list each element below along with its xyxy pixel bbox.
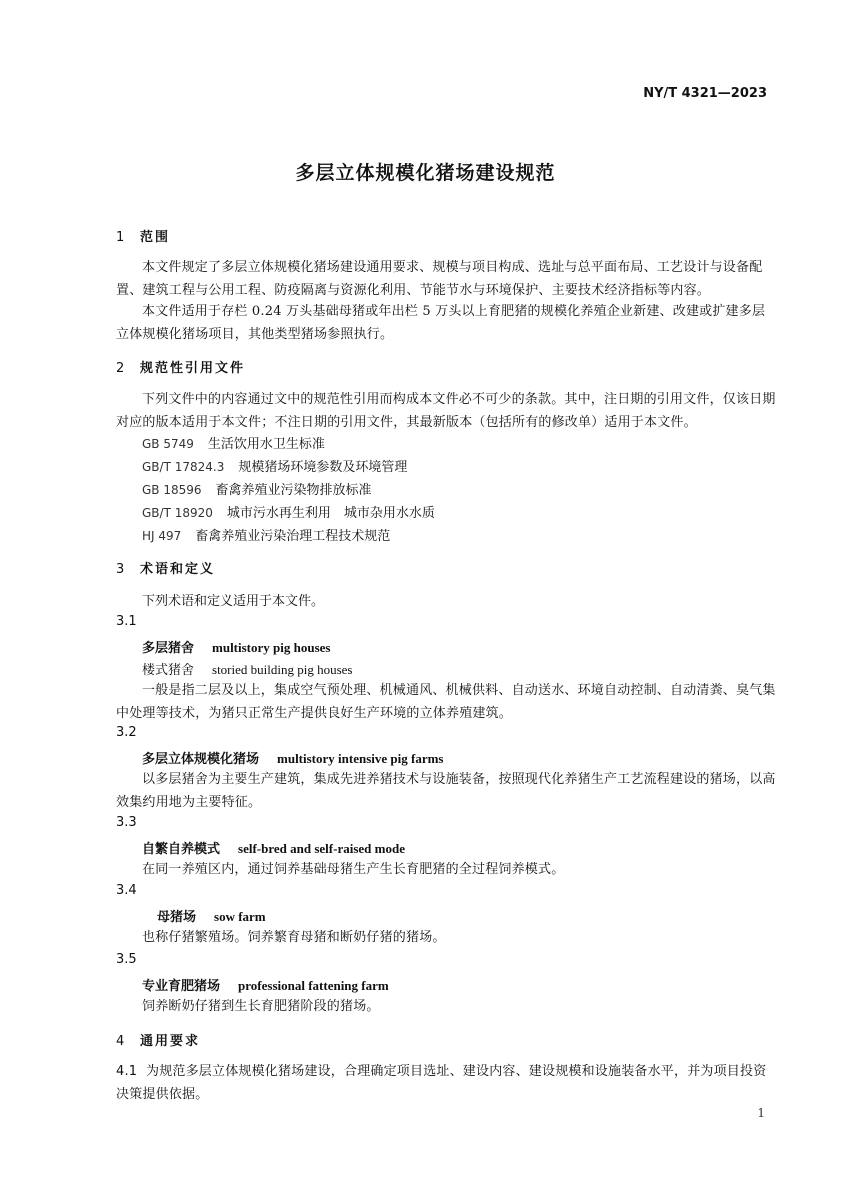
reference-title: 畜禽养殖业污染物排放标准 — [215, 483, 372, 498]
term-heading — [142, 975, 389, 994]
term-alt-zh: 楼式猪舍 — [142, 663, 195, 678]
term-zh: 多层立体规模化猪场 — [142, 752, 260, 767]
term-zh: 多层猪舍 — [142, 641, 195, 656]
clause-4-1 — [116, 1060, 778, 1106]
reference-title: 生活饮用水卫生标准 — [207, 437, 325, 452]
term-en: professional fattening farm — [238, 978, 389, 993]
term-en: self-bred and self-raised mode — [238, 841, 405, 856]
section-title: 术语和定义 — [140, 562, 216, 577]
section-title: 范围 — [140, 230, 171, 245]
section-1-paragraph-2: 本文件适用于存栏 0.24 万头基础母猪或年出栏 5 万头以上育肥猪的规模化养殖企业新建、改建或扩建多层立体规模化猪场项目，其他类型猪场参照执行。 — [116, 304, 766, 342]
section-3-heading — [116, 558, 215, 577]
clause-number: 4.1 — [116, 1064, 138, 1079]
reference-item — [142, 456, 407, 475]
term-alt-en: storied building pig houses — [212, 662, 353, 677]
section-number: 3 — [116, 562, 125, 577]
reference-title: 畜禽养殖业污染治理工程技术规范 — [195, 529, 391, 544]
term-heading — [142, 748, 443, 767]
reference-title: 城市污水再生利用 城市杂用水水质 — [226, 506, 435, 521]
term-definition: 也称仔猪繁殖场。饲养繁育母猪和断奶仔猪的猪场。 — [142, 930, 446, 945]
section-number: 4 — [116, 1034, 125, 1049]
page-number: 1 — [757, 1106, 765, 1120]
term-heading — [142, 838, 405, 857]
term-definition: 一般是指二层及以上，集成空气预处理、机械通风、机械供料、自动送水、环境自动控制、自动清粪、臭气集中处理等技术，为猪只正常生产提供良好生产环境的立体养殖建筑。 — [116, 683, 776, 721]
reference-item — [142, 525, 390, 544]
section-title: 通用要求 — [140, 1034, 201, 1049]
section-4-heading — [116, 1030, 200, 1049]
term-zh: 自繁自养模式 — [142, 842, 221, 857]
term-number: 3.3 — [116, 815, 137, 830]
reference-code: GB 5749 — [142, 437, 194, 451]
section-1-heading — [116, 226, 170, 245]
term-zh: 专业育肥猪场 — [142, 979, 221, 994]
term-heading — [142, 637, 330, 656]
reference-item — [142, 479, 372, 498]
section-2-heading — [116, 357, 245, 376]
reference-item — [142, 502, 435, 521]
term-zh: 母猪场 — [157, 910, 197, 925]
term-number: 3.1 — [116, 614, 137, 629]
term-number: 3.2 — [116, 725, 137, 740]
clause-text: 为规范多层立体规模化猪场建设，合理确定项目选址、建设内容、建设规模和设施装备水平，并为项目投资决策提供依据。 — [116, 1064, 767, 1102]
document-title: 多层立体规模化猪场建设规范 — [295, 162, 556, 184]
term-number: 3.4 — [116, 883, 137, 898]
term-alternate — [142, 659, 352, 678]
reference-item — [142, 433, 325, 452]
reference-title: 规模猪场环境参数及环境管理 — [238, 460, 408, 475]
section-1-paragraph-1: 本文件规定了多层立体规模化猪场建设通用要求、规模与项目构成、选址与总平面布局、工艺设计与设备配置、建筑工程与公用工程、防疫隔离与资源化利用、节能节水与环境保护、主要技术经济指标等内容。 — [116, 260, 763, 298]
term-heading — [157, 906, 266, 925]
reference-code: GB 18596 — [142, 483, 202, 497]
term-definition: 在同一养殖区内，通过饲养基础母猪生产生长育肥猪的全过程饲养模式。 — [142, 862, 565, 877]
term-en: multistory intensive pig farms — [277, 751, 444, 766]
standard-number: NY/T 4321—2023 — [643, 86, 767, 101]
section-3-intro: 下列术语和定义适用于本文件。 — [142, 594, 325, 609]
reference-code: GB/T 17824.3 — [142, 460, 225, 474]
term-en: sow farm — [214, 909, 266, 924]
section-title: 规范性引用文件 — [140, 361, 246, 376]
term-en: multistory pig houses — [212, 640, 331, 655]
term-number: 3.5 — [116, 952, 137, 967]
term-definition: 以多层猪舍为主要生产建筑，集成先进养猪技术与设施装备，按照现代化养猪生产工艺流程建设的猪场，以高效集约用地为主要特征。 — [116, 772, 776, 810]
section-2-paragraph: 下列文件中的内容通过文中的规范性引用而构成本文件必不可少的条款。其中，注日期的引用文件，仅该日期对应的版本适用于本文件；不注日期的引用文件，其最新版本（包括所有的修改单）适用于本文件。 — [116, 392, 776, 430]
reference-code: HJ 497 — [142, 529, 182, 543]
reference-code: GB/T 18920 — [142, 506, 213, 520]
section-number: 1 — [116, 230, 125, 245]
term-definition: 饲养断奶仔猪到生长育肥猪阶段的猪场。 — [142, 999, 380, 1014]
section-number: 2 — [116, 361, 125, 376]
